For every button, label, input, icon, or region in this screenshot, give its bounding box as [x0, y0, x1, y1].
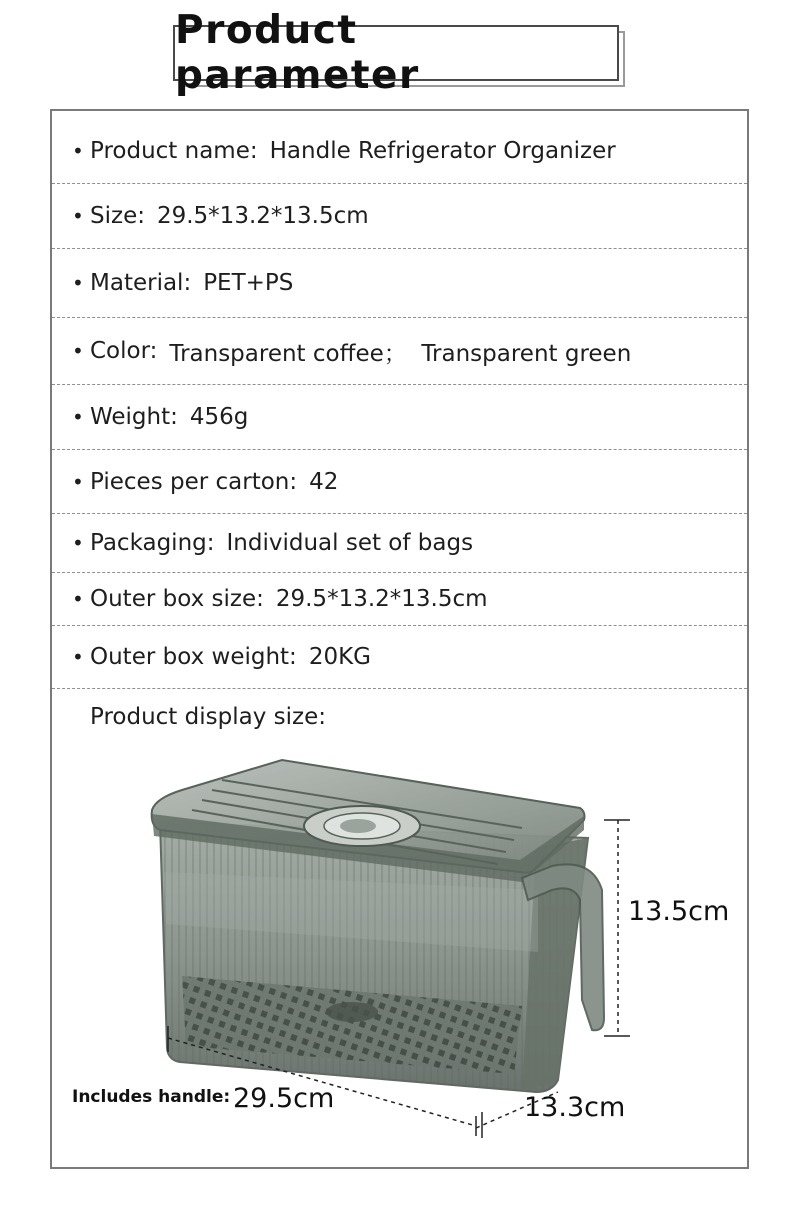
bullet-icon: •	[72, 139, 84, 163]
spec-row-packaging	[52, 514, 747, 573]
spec-label: Outer box size:	[90, 586, 264, 612]
spec-value: 20KG	[308, 644, 371, 670]
spec-row-outer-box-size	[52, 573, 747, 626]
spec-value: Handle Refrigerator Organizer	[269, 138, 616, 164]
spec-label: Product name:	[90, 138, 258, 164]
spec-label: Pieces per carton:	[90, 468, 298, 495]
spec-value: Transparent coffee； Transparent green	[169, 340, 632, 367]
display-size-label: Product display size:	[90, 704, 326, 730]
spec-row-material	[52, 249, 747, 318]
spec-row-color	[52, 318, 747, 385]
bullet-icon: •	[72, 645, 84, 669]
bullet-icon: •	[72, 339, 84, 363]
includes-handle-label: Includes handle:	[72, 1087, 231, 1107]
bullet-icon: •	[72, 271, 84, 295]
title-box	[173, 8, 619, 98]
spec-label: Material:	[90, 270, 192, 296]
spec-row-outer-box-weight	[52, 626, 747, 689]
spec-value: 456g	[189, 404, 249, 430]
spec-label: Weight:	[90, 404, 178, 430]
height-dimension: 13.5cm	[628, 896, 730, 927]
spec-row-pieces	[52, 450, 747, 514]
bullet-icon: •	[72, 587, 84, 611]
spec-value: 29.5*13.2*13.5cm	[275, 586, 488, 612]
spec-row-weight	[52, 385, 747, 450]
spec-row-size	[52, 184, 747, 249]
page-title: Product parameter	[175, 8, 420, 98]
spec-label: Packaging:	[90, 530, 215, 556]
width-dimension: 13.3cm	[524, 1092, 626, 1123]
bullet-icon: •	[72, 405, 84, 429]
spec-row-product-name	[52, 119, 747, 184]
length-dimension: 29.5cm	[233, 1083, 335, 1114]
bullet-icon: •	[72, 469, 84, 494]
bullet-icon: •	[72, 204, 84, 228]
spec-label: Color:	[90, 338, 158, 364]
spec-value: PET+PS	[203, 270, 294, 296]
spec-value: Individual set of bags	[226, 530, 474, 556]
spec-value: 42	[309, 468, 339, 495]
spec-label: Size:	[90, 203, 145, 229]
bullet-icon: •	[72, 531, 84, 555]
spec-label: Outer box weight:	[90, 644, 297, 670]
spec-value: 29.5*13.2*13.5cm	[156, 203, 369, 229]
